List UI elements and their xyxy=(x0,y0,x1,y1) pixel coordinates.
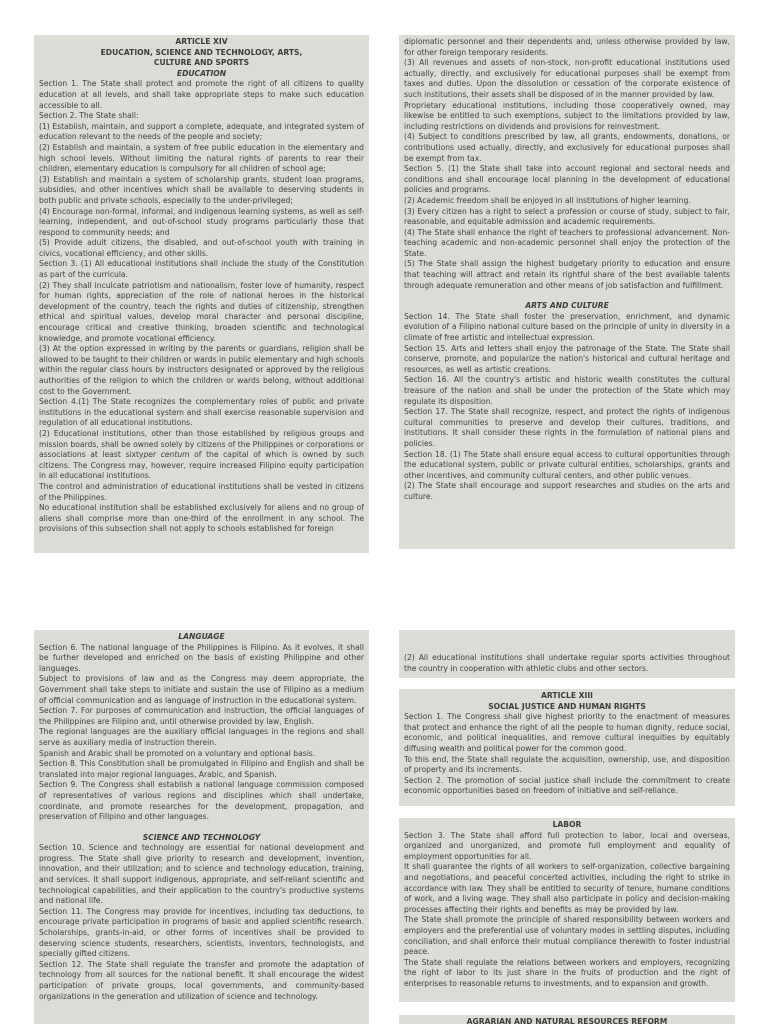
labor-panel xyxy=(399,818,735,1002)
paragraph: (2) Academic freedom shall be enjoyed in all institutions of higher learning. xyxy=(404,195,691,205)
paragraph: (5) Provide adult citizens, the disabled, and out-of-school youth with training in civics, vocational efficiency, and other skills. xyxy=(39,238,364,258)
paragraph: No educational institution shall be established exclusively for aliens and no group of aliens shall comprise more than one-third of the enrollment in any school. The provisions of this subsection shall not apply to schools established for foreign xyxy=(39,503,364,534)
paragraph: (3) Establish and maintain a system of scholarship grants, student loan programs, subsidies, and other incentives which shall be available to deserving students in both public and private schools, especially to the under-privileged; xyxy=(39,174,364,205)
paragraph: Section 8. This Constitution shall be promulgated in Filipino and English and shall be translated into major regional languages, Arabic, and Spanish. xyxy=(39,759,364,779)
paragraph: (4) Encourage non-formal, informal, and indigenous learning systems, as well as self-learning, independent, and out-of-school study programs particularly those that respond to community needs; and xyxy=(39,206,364,237)
paragraph: Section 6. The national language of the Philippines is Filipino. As it evolves, it shall be further developed and enriched on the basis of existing Philippine and other languages. xyxy=(39,642,364,673)
paragraph: (3) All revenues and assets of non-stock, non-profit educational institutions used actually, directly, and exclusively for educational purposes shall be exempt from taxes and duties. Upon the dissolution or cessation of the corporate existence of such institutions, their assets shall be disposed of in the manner provided by law. xyxy=(404,58,730,99)
article-xiv-education-panel xyxy=(34,35,369,553)
language-science-panel xyxy=(34,630,369,1024)
paragraph: Section 4.(1) The State recognizes the complementary roles of public and private institutions in the educational system and shall exercise reasonable supervision and regulation of all educational institutions. xyxy=(39,397,364,428)
paragraph: (2) The State shall encourage and support researches and studies on the arts and culture. xyxy=(404,481,730,501)
article-subtitle: CULTURE AND SPORTS xyxy=(153,58,250,68)
paragraph: Section 2. The promotion of social justice shall include the commitment to create economic opportunities based on freedom of initiative and self-reliance. xyxy=(404,775,730,796)
education-continued-panel xyxy=(399,35,735,549)
section-heading: SCIENCE AND TECHNOLOGY xyxy=(142,832,261,842)
paragraph: Spanish and Arabic shall be promoted on a voluntary and optional basis. xyxy=(39,748,316,758)
sports-panel xyxy=(399,630,735,678)
paragraph: The control and administration of educational institutions shall be vested in citizens of the Philippines. xyxy=(39,481,364,502)
paragraph: Section 1. The Congress shall give highest priority to the enactment of measures that protect and enhance the right of all the people to human dignity, reduce social, economic, and political inequalities, and remove cultural inequities by equitably diffusing wealth and political power for the common good. xyxy=(404,712,730,753)
paragraph: (4) Subject to conditions prescribed by law, all grants, endowments, donations, or contributions used actually, directly, and exclusively for educational purposes shall be exempt from tax. xyxy=(404,132,730,163)
paragraph: Section 1. The State shall protect and promote the right of all citizens to quality education at all levels, and shall take appropriate steps to make such education accessible to all. xyxy=(39,79,364,110)
paragraph: Section 12. The State shall regulate the transfer and promote the adaptation of technology from all sources for the national benefit. It shall encourage the widest participation of private groups, local governments, and community-based organizations in the generation and utilization of science and technology. xyxy=(39,959,364,1001)
paragraph-part: of the capital of which is owned by such citizens. The Congress may, however, require increased Filipino equity participation in all educational institutions. xyxy=(39,450,364,481)
paragraph: The regional languages are the auxiliary official languages in the regions and shall serve as auxiliary media of instruction therein. xyxy=(39,727,364,747)
paragraph: The State shall regulate the relations between workers and employers, recognizing the right of labor to its just share in the fruits of production and the right of enterprises to reasonable returns to investments, and to expansion and growth. xyxy=(404,957,730,988)
italic-term: per centum xyxy=(143,450,190,460)
paragraph: (4) The State shall enhance the right of teachers to professional advancement. Non-teaching academic and non-academic personnel shall enjoy the protection of the State. xyxy=(404,227,730,258)
paragraph: Section 2. The State shall: xyxy=(39,111,139,121)
paragraph: Proprietary educational institutions, including those cooperatively owned, may likewise be entitled to such exemptions, subject to the limitations provided by law, including restrictions on dividends and provisions for reinvestment. xyxy=(404,100,730,131)
paragraph: Section 18. (1) The State shall ensure equal access to cultural opportunities through the educational system, public or private cultural entities, scholarships, grants and other incentives, and community cultural centers, and other public venues. xyxy=(404,449,730,480)
paragraph: Section 10. Science and technology are essential for national development and progress. The State shall give priority to research and development, invention, innovation, and their utilization; and to science and technology education, training, and services. It shall support indigenous, appropriate, and self-reliant scientific and technological capabilities, and their application to the country's productive systems and national life. xyxy=(39,843,364,906)
paragraph: (5) The State shall assign the highest budgetary priority to education and ensure that teaching will attract and retain its rightful share of the best available talents through adequate remuneration and other means of job satisfaction and fulfillment. xyxy=(404,259,730,290)
paragraph: (2) Establish and maintain, a system of free public education in the elementary and high school levels. Without limiting the natural rights of parents to rear their children, elementary education is compulsory for all children of school age; xyxy=(39,142,364,174)
paragraph: Section 16. All the country's artistic and historic wealth constitutes the cultural treasure of the nation and shall be under the protection of the State which may regulate its disposition. xyxy=(404,375,730,406)
article-subtitle: EDUCATION, SCIENCE AND TECHNOLOGY, ARTS, xyxy=(100,47,303,57)
article-title: ARTICLE XIV xyxy=(175,37,228,46)
section-heading: LABOR xyxy=(552,820,582,829)
paragraph: (3) Every citizen has a right to select a profession or course of study, subject to fair, reasonable, and equitable admission and academic requirements. xyxy=(404,206,730,227)
section-heading: ARTS AND CULTURE xyxy=(525,301,609,311)
paragraph: The State shall promote the principle of shared responsibility between workers and employers and the preferential use of voluntary modes in settling disputes, including conciliation, and shall enforce their mutual compliance therewith to foster industrial peace. xyxy=(404,915,730,957)
section-heading: LANGUAGE xyxy=(178,632,225,641)
paragraph: Section 3. (1) All educational institutions shall include the study of the Constitution as part of the curricula. xyxy=(39,259,364,280)
paragraph: Section 3. The State shall afford full protection to labor, local and overseas, organized and unorganized, and promote full employment and equality of employment opportunities for all. xyxy=(404,830,730,861)
paragraph: Section 17. The State shall recognize, respect, and protect the rights of indigenous cultural communities to preserve and develop their cultures, traditions, and institutions. It shall consider these rights in the formulation of national plans and policies. xyxy=(404,407,730,448)
paragraph-part: (2) Educational institutions, other than those established by religious groups and mission boards, shall be owned solely by citizens of the Philippines or corporations or associations at least sixty xyxy=(39,428,364,460)
paragraph: Section 7. For purposes of communication and instruction, the official languages of the Philippines are Filipino and, until otherwise provided by law, English. xyxy=(39,706,364,726)
paragraph: (3) At the option expressed in writing by the parents or guardians, religion shall be allowed to be taught to their children or wards in public elementary and high schools within the regular class hours by instructors designated or approved by the religious authorities of the religion to which the children or wards belong, without additional cost to the Government. xyxy=(39,344,364,396)
paragraph: To this end, the State shall regulate the acquisition, ownership, use, and disposition of property and its increments. xyxy=(404,754,730,775)
article-subtitle: SOCIAL JUSTICE AND HUMAN RIGHTS xyxy=(488,701,646,711)
paragraph: Section 15. Arts and letters shall enjoy the patronage of the State. The State shall conserve, promote, and popularize the nation's historical and cultural heritage and resources, as well as artistic creations. xyxy=(404,343,730,374)
paragraph: (2) They shall inculcate patriotism and nationalism, foster love of humanity, respect for human rights, appreciation of the role of national heroes in the historical development of the country, teach the rights and duties of citizenship, strengthen ethical and spiritual values, develop moral character and personal discipline, encourage critical and creative thinking, broaden scientific and technological knowledge, and promote vocational efficiency. xyxy=(39,280,364,343)
article-title: ARTICLE XIII xyxy=(541,691,593,700)
paragraph: (2) All educational institutions shall undertake regular sports activities throughout the country in cooperation with athletic clubs and other sectors. xyxy=(404,653,730,673)
paragraph: Section 5. (1) the State shall take into account regional and sectoral needs and conditions and shall encourage local planning in the development of educational policies and programs. xyxy=(404,164,730,195)
paragraph: (1) Establish, maintain, and support a complete, adequate, and integrated system of education relevant to the needs of the people and society; xyxy=(39,121,364,142)
paragraph: Section 14. The State shall foster the preservation, enrichment, and dynamic evolution of a Filipino national culture based on the principle of unity in diversity in a climate of free artistic and intellectual expression. xyxy=(404,311,730,343)
paragraph: Section 11. The Congress may provide for incentives, including tax deductions, to encourage private participation in programs of basic and applied scientific research. Scholarships, grants-in-aid, or other forms of incentives shall be provided to deserving science students, researchers, scientists, inventors, technologists, and specially gifted citizens. xyxy=(39,906,364,959)
paragraph: Subject to provisions of law and as the Congress may deem appropriate, the Government shall take steps to initiate and sustain the use of Filipino as a medium of official communication and as language of instruction in the educational system. xyxy=(39,674,364,705)
paragraph: diplomatic personnel and their dependents and, unless otherwise provided by law, for other foreign temporary residents. xyxy=(404,37,730,57)
section-heading: AGRARIAN AND NATURAL RESOURCES REFORM xyxy=(466,1017,668,1024)
paragraph: Section 9. The Congress shall establish a national language commission composed of representatives of various regions and disciplines which shall undertake, coordinate, and promote researches for the development, propagation, and preservation of Filipino and other languages. xyxy=(39,780,364,822)
article-xiii-panel xyxy=(399,689,735,806)
section-heading: EDUCATION xyxy=(176,68,227,78)
paragraph xyxy=(39,429,364,482)
paragraph: It shall guarantee the rights of all workers to self-organization, collective bargaining and negotiations, and peaceful concerted activities, including the right to strike in accordance with law. They shall be entitled to security of tenure, humane conditions of work, and a living wage. They shall also participate in policy and decision-making processes affecting their rights and benefits as may be provided by law. xyxy=(404,862,730,914)
agrarian-reform-panel xyxy=(399,1015,735,1024)
